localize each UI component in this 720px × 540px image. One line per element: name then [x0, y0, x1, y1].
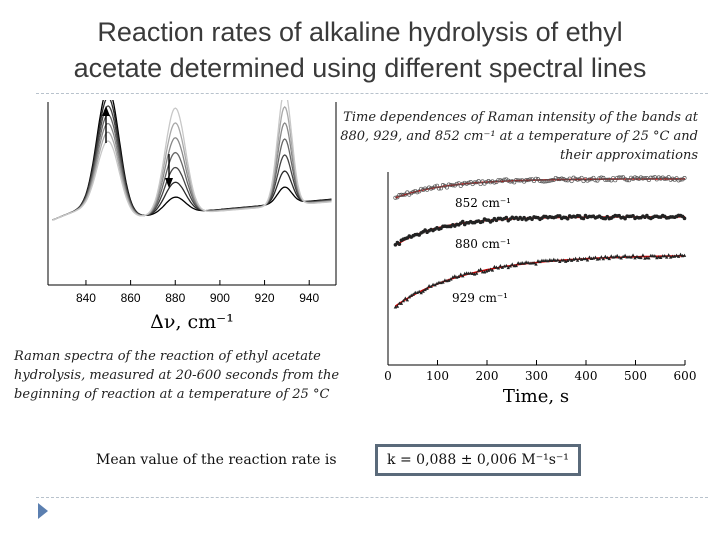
kinetics-tick-label: 600 [673, 369, 697, 383]
data-point [505, 216, 509, 220]
kinetics-tick-label: 500 [624, 369, 647, 383]
title-divider [36, 93, 708, 94]
spectra-tick-label: 940 [299, 291, 320, 305]
data-point [623, 254, 626, 257]
footer-divider [36, 497, 708, 498]
spectra-tick-label: 920 [254, 291, 275, 305]
next-slide-arrow-icon[interactable] [38, 503, 48, 519]
slide-title [0, 14, 720, 86]
spectrum-curve [53, 123, 332, 220]
spectra-x-ticks [76, 280, 320, 305]
kinetics-series-labels [452, 196, 511, 305]
data-point [594, 256, 597, 259]
data-point [641, 253, 644, 256]
kinetics-tick-label: 200 [475, 369, 499, 383]
mean-rate-label: Mean value of the reaction rate is [96, 452, 337, 468]
spectra-tick-label: 900 [209, 291, 230, 305]
rate-constant-box: k = 0,088 ± 0,006 M⁻¹s⁻¹ [375, 444, 581, 476]
data-point [398, 242, 402, 246]
spectra-curves [53, 100, 332, 220]
spectra-x-axis-label: Δν, cm⁻¹ [150, 311, 234, 333]
data-point [600, 255, 603, 258]
spectra-tick-label: 860 [120, 291, 141, 305]
spectra-tick-label: 880 [165, 291, 186, 305]
data-point [574, 257, 577, 260]
kinetics-tick-label: 400 [574, 369, 598, 383]
time-dependence-chart [380, 170, 710, 410]
raman-spectra-chart [40, 100, 340, 340]
data-point [479, 268, 482, 271]
kinetics-x-ticks [384, 360, 696, 383]
time-dependence-caption: Time dependences of Raman intensity of the bands at 880, 929, and 852 cm⁻¹ at a temperature of 25 °C and their approximations [340, 110, 698, 163]
spectra-caption: Raman spectra of the reaction of ethyl acetate hydrolysis, measured at 20-600 seconds from the beginning of reaction at a temperature of 25 °C [14, 349, 340, 402]
title-line-2: acetate determined using different spectral lines [73, 53, 647, 83]
spectra-tick-label: 840 [75, 291, 96, 305]
series-label: 880 cm⁻¹ [455, 237, 511, 251]
kinetics-tick-label: 100 [426, 369, 449, 383]
data-point [631, 253, 634, 256]
data-point [615, 254, 618, 257]
kinetics-tick-label: 300 [525, 369, 548, 383]
kinetics-x-axis-label: Time, s [502, 386, 570, 407]
kinetics-series [394, 175, 687, 308]
kinetics-tick-label: 0 [384, 369, 392, 383]
series-label: 929 cm⁻¹ [452, 291, 508, 305]
data-point [459, 273, 462, 276]
data-point [499, 264, 502, 267]
data-point [667, 253, 670, 256]
data-point [683, 217, 687, 221]
data-point [511, 262, 514, 265]
title-line-1: Reaction rates of alkaline hydrolysis of ethyl [97, 17, 623, 47]
series-label: 852 cm⁻¹ [455, 196, 511, 210]
